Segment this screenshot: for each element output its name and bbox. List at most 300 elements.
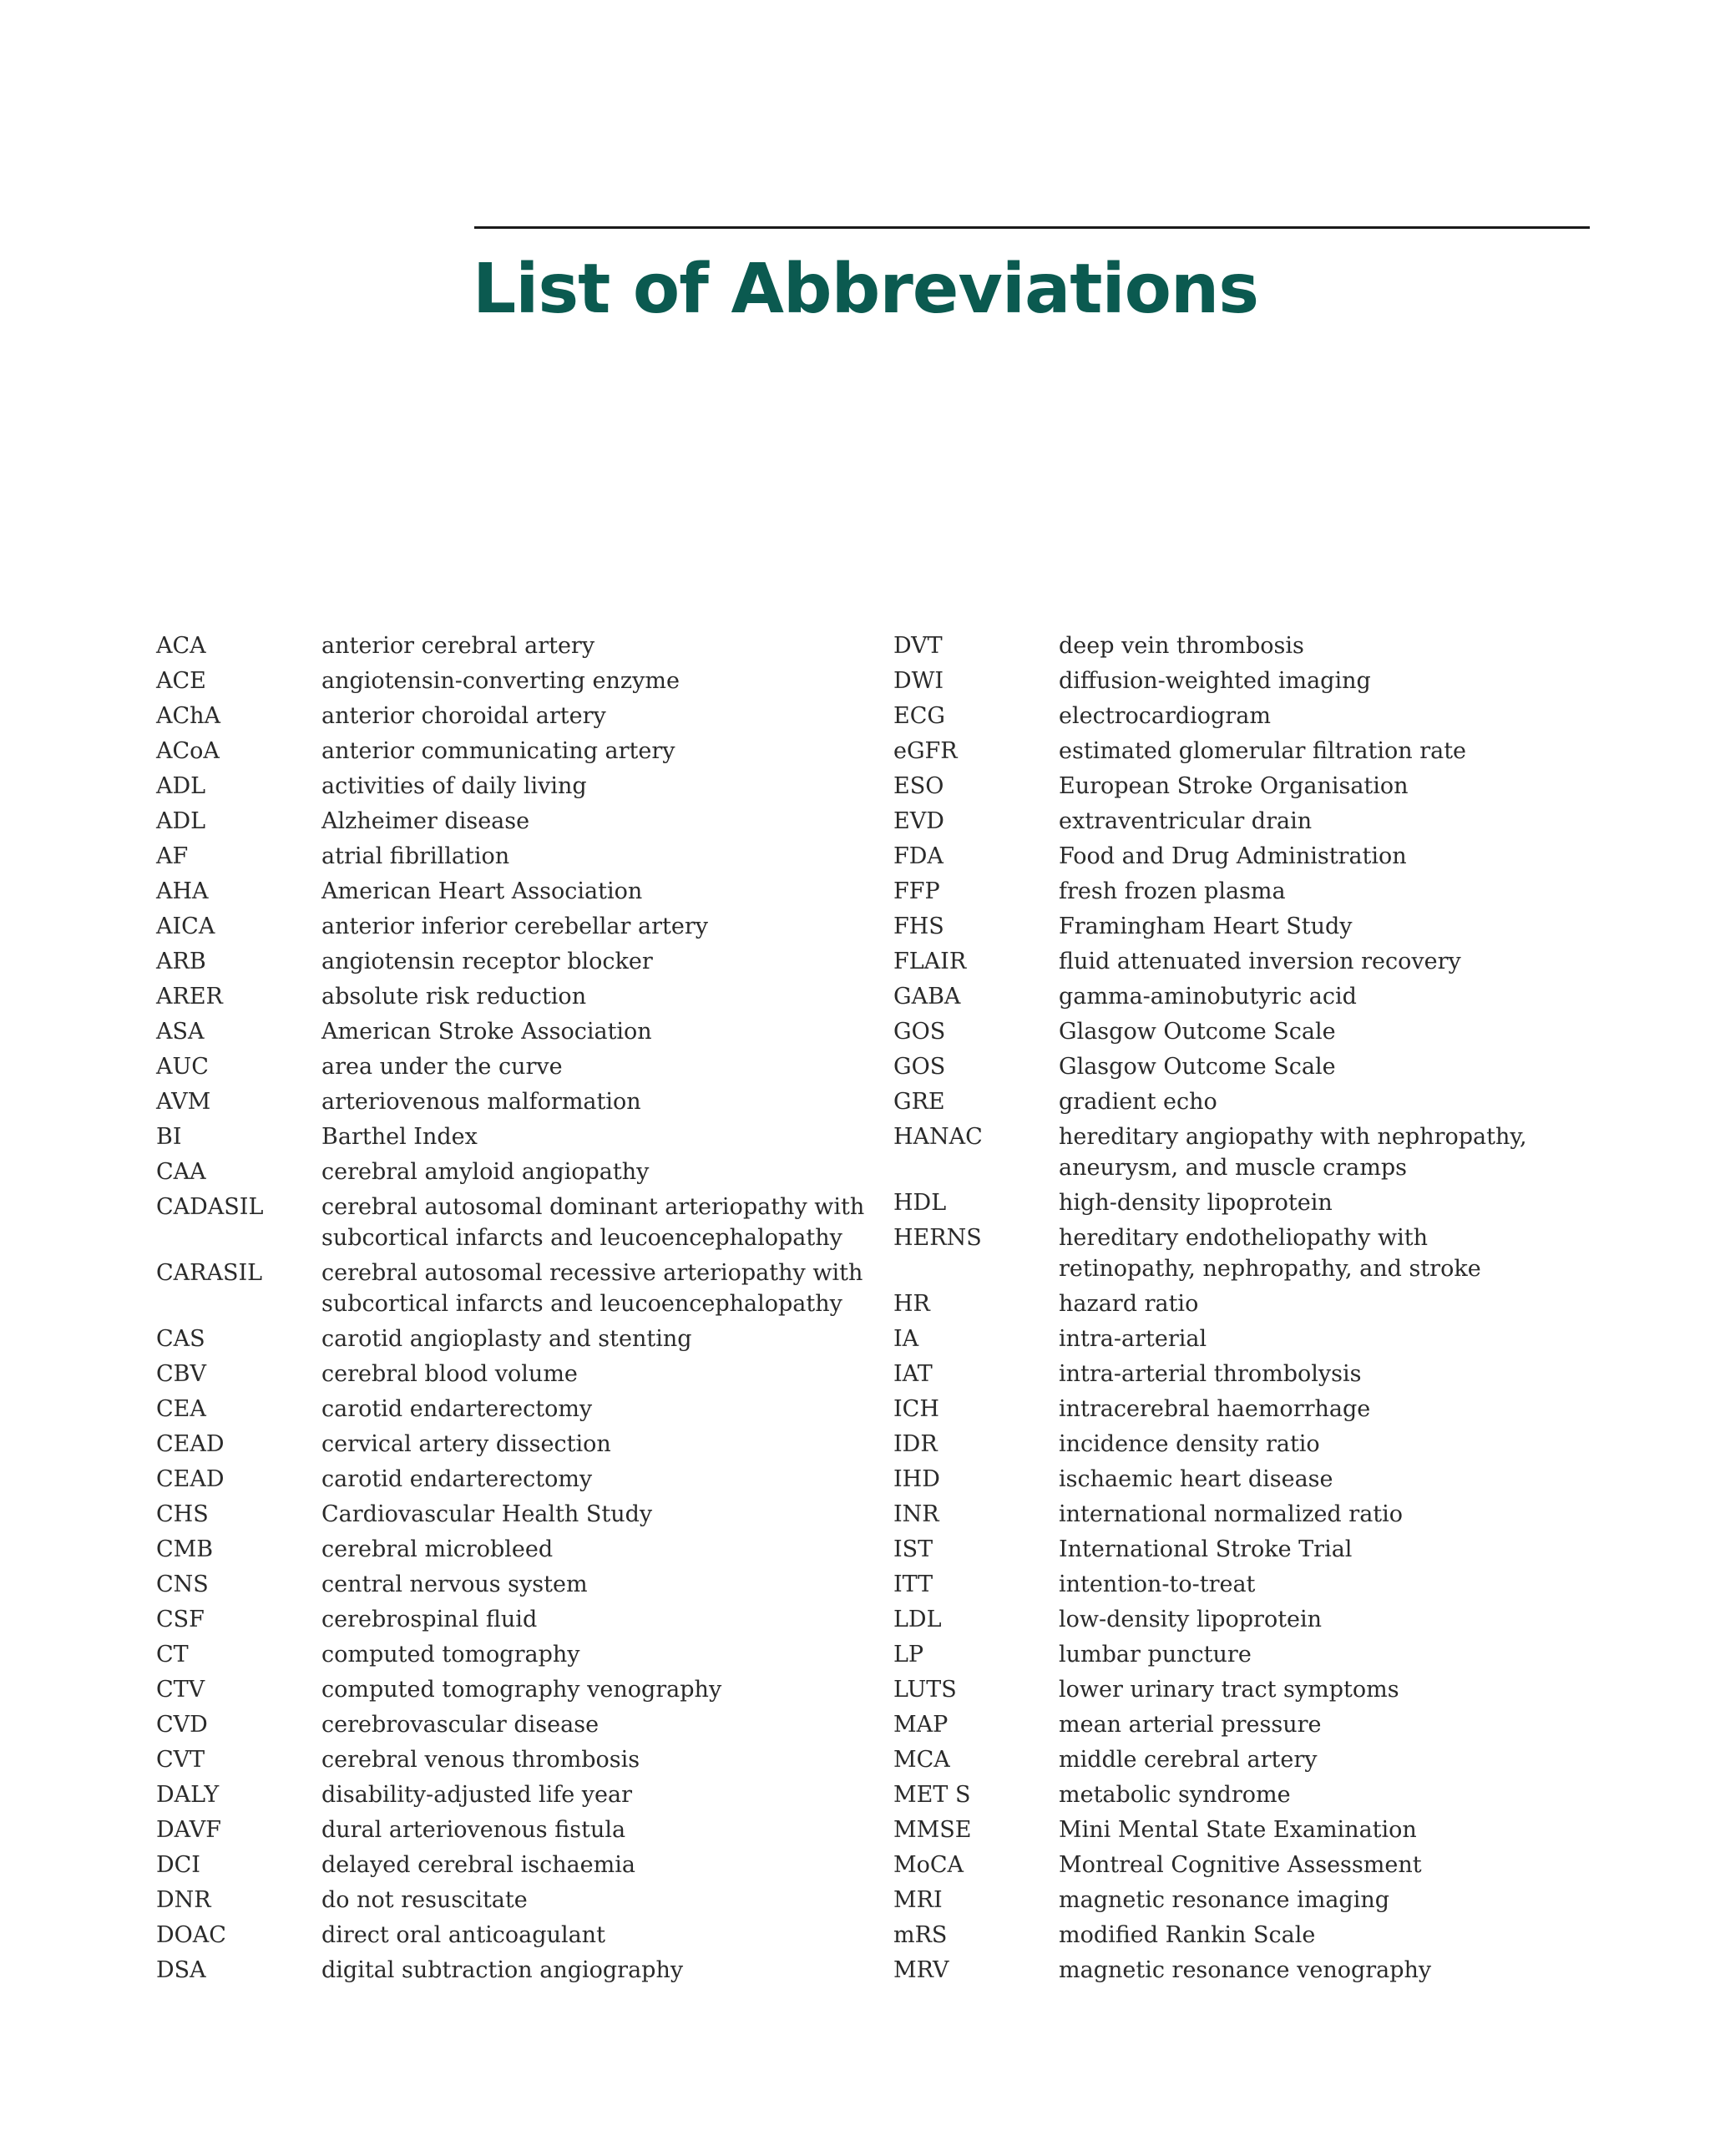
- definition-line: intracerebral haemorrhage: [1059, 1396, 1371, 1422]
- abbreviation-definition: [1059, 1499, 1593, 1530]
- abbreviation-term: FHS: [893, 914, 944, 939]
- abbreviation-term: mRS: [893, 1922, 948, 1948]
- definition-line: atrial fibrillation: [321, 843, 510, 869]
- abbreviation-definition: [321, 1394, 856, 1425]
- abbreviation-definition: [1059, 1323, 1593, 1354]
- abbreviation-definition: [321, 1814, 856, 1845]
- definition-line: aneurysm, and muscle cramps: [1059, 1155, 1408, 1181]
- abbreviation-entry: [893, 1569, 1603, 1600]
- abbreviation-entry: [156, 1016, 866, 1047]
- abbreviation-term: MRV: [893, 1957, 949, 1983]
- abbreviation-term: DOAC: [156, 1922, 226, 1948]
- abbreviation-definition: [1059, 630, 1593, 661]
- definition-line: anterior choroidal artery: [321, 703, 606, 729]
- abbreviation-column-right: [893, 630, 1603, 1990]
- abbreviation-entry: [156, 1258, 866, 1319]
- abbreviation-entry: [156, 981, 866, 1012]
- abbreviation-entry: [893, 1464, 1603, 1495]
- abbreviation-entry: [893, 1288, 1603, 1319]
- definition-line: anterior communicating artery: [321, 738, 675, 764]
- abbreviation-entry: [893, 1394, 1603, 1425]
- abbreviation-term: DVT: [893, 633, 943, 659]
- abbreviation-definition: [321, 1464, 856, 1495]
- abbreviation-entry: [893, 876, 1603, 907]
- abbreviation-definition: [321, 1885, 856, 1916]
- abbreviation-definition: [1059, 736, 1593, 767]
- abbreviation-definition: [321, 1156, 856, 1187]
- definition-line: metabolic syndrome: [1059, 1782, 1291, 1808]
- abbreviation-term: GABA: [893, 984, 961, 1010]
- abbreviation-entry: [156, 1814, 866, 1845]
- definition-line: fluid attenuated inversion recovery: [1059, 949, 1461, 974]
- abbreviation-term: DWI: [893, 668, 944, 694]
- definition-line: middle cerebral artery: [1059, 1747, 1318, 1773]
- abbreviation-entry: [156, 1885, 866, 1916]
- abbreviation-term: CARASIL: [156, 1260, 263, 1286]
- abbreviation-term: CAA: [156, 1159, 206, 1185]
- abbreviation-term: CADASIL: [156, 1194, 264, 1220]
- abbreviation-term: CNS: [156, 1571, 209, 1597]
- abbreviation-definition: [321, 1192, 865, 1253]
- abbreviation-definition: [321, 1051, 856, 1082]
- definition-line: Mini Mental State Examination: [1059, 1817, 1417, 1843]
- abbreviation-definition: [321, 1121, 856, 1152]
- abbreviation-term: ADL: [156, 773, 206, 799]
- abbreviation-definition: [1059, 1086, 1593, 1117]
- abbreviation-definition: [321, 736, 856, 767]
- abbreviation-definition: [1059, 1885, 1593, 1916]
- abbreviation-entry: [893, 1534, 1603, 1565]
- abbreviation-definition: [1059, 1121, 1593, 1183]
- abbreviation-term: AF: [156, 843, 189, 869]
- definition-line: anterior inferior cerebellar artery: [321, 914, 708, 939]
- abbreviation-entry: [156, 1534, 866, 1565]
- abbreviation-term: CAS: [156, 1326, 205, 1352]
- abbreviation-definition: [321, 1639, 856, 1670]
- abbreviation-term: HERNS: [893, 1225, 982, 1251]
- definition-line: subcortical infarcts and leucoencephalopathy: [321, 1291, 842, 1317]
- abbreviation-definition: [1059, 1674, 1593, 1705]
- definition-line: cerebrospinal fluid: [321, 1607, 538, 1632]
- abbreviation-entry: [156, 630, 866, 661]
- abbreviation-term: ARER: [156, 984, 223, 1010]
- abbreviation-definition: [321, 1604, 856, 1635]
- abbreviation-term: CMB: [156, 1536, 214, 1562]
- definition-line: lower urinary tract symptoms: [1059, 1677, 1399, 1703]
- abbreviation-definition: [1059, 1779, 1593, 1810]
- abbreviation-entry: [156, 1674, 866, 1705]
- definition-line: American Stroke Association: [321, 1019, 652, 1045]
- abbreviation-definition: [1059, 1187, 1593, 1218]
- abbreviation-term: DSA: [156, 1957, 206, 1983]
- abbreviation-definition: [1059, 806, 1593, 837]
- definition-line: central nervous system: [321, 1571, 588, 1597]
- definition-line: subcortical infarcts and leucoencephalopathy: [321, 1225, 842, 1251]
- abbreviation-definition: [321, 981, 856, 1012]
- abbreviation-entry: [156, 771, 866, 802]
- definition-line: Glasgow Outcome Scale: [1059, 1054, 1336, 1080]
- abbreviation-definition: [321, 666, 856, 696]
- abbreviation-term: ADL: [156, 808, 206, 834]
- title-rule: [474, 226, 1590, 229]
- abbreviation-definition: [1059, 1955, 1593, 1986]
- abbreviation-definition: [1059, 911, 1593, 942]
- definition-line: Montreal Cognitive Assessment: [1059, 1852, 1422, 1878]
- abbreviation-term: CSF: [156, 1607, 205, 1632]
- abbreviation-definition: [321, 1534, 856, 1565]
- abbreviation-entry: [893, 666, 1603, 696]
- abbreviation-term: CEA: [156, 1396, 206, 1422]
- definition-line: Glasgow Outcome Scale: [1059, 1019, 1336, 1045]
- definition-line: low-density lipoprotein: [1059, 1607, 1323, 1632]
- definition-line: gamma-aminobutyric acid: [1059, 984, 1357, 1010]
- abbreviation-definition: [1059, 1744, 1593, 1775]
- abbreviation-definition: [321, 701, 856, 731]
- abbreviation-definition: [321, 1086, 856, 1117]
- definition-line: intention-to-treat: [1059, 1571, 1256, 1597]
- abbreviation-definition: [321, 946, 856, 977]
- definition-line: magnetic resonance venography: [1059, 1957, 1432, 1983]
- definition-line: intra-arterial: [1059, 1326, 1207, 1352]
- abbreviation-entry: [156, 1850, 866, 1880]
- abbreviation-term: MoCA: [893, 1852, 964, 1878]
- definition-line: retinopathy, nephropathy, and stroke: [1059, 1256, 1481, 1282]
- abbreviation-term: EVD: [893, 808, 944, 834]
- abbreviation-term: DNR: [156, 1887, 211, 1913]
- abbreviation-definition: [1059, 666, 1593, 696]
- definition-line: diffusion-weighted imaging: [1059, 668, 1371, 694]
- abbreviation-definition: [321, 1359, 856, 1389]
- abbreviation-term: AVM: [156, 1089, 211, 1115]
- abbreviation-entry: [156, 1192, 866, 1253]
- definition-line: incidence density ratio: [1059, 1431, 1320, 1457]
- definition-line: carotid endarterectomy: [321, 1466, 593, 1492]
- abbreviation-entry: [893, 1604, 1603, 1635]
- abbreviation-entry: [156, 666, 866, 696]
- abbreviation-entry: [893, 1955, 1603, 1986]
- abbreviation-entry: [156, 1086, 866, 1117]
- abbreviation-term: GRE: [893, 1089, 945, 1115]
- abbreviation-definition: [1059, 1814, 1593, 1845]
- abbreviation-term: AICA: [156, 914, 215, 939]
- abbreviation-entry: [156, 806, 866, 837]
- definition-line: hazard ratio: [1059, 1291, 1199, 1317]
- definition-line: magnetic resonance imaging: [1059, 1887, 1390, 1913]
- definition-line: Cardiovascular Health Study: [321, 1501, 653, 1527]
- abbreviation-term: BI: [156, 1124, 182, 1150]
- abbreviation-entry: [156, 1569, 866, 1600]
- definition-line: Food and Drug Administration: [1059, 843, 1407, 869]
- definition-line: direct oral anticoagulant: [321, 1922, 605, 1948]
- abbreviation-term: MAP: [893, 1712, 949, 1738]
- definition-line: carotid endarterectomy: [321, 1396, 593, 1422]
- abbreviation-entry: [156, 946, 866, 977]
- definition-line: cerebral blood volume: [321, 1361, 578, 1387]
- abbreviation-entry: [156, 1920, 866, 1951]
- definition-line: disability-adjusted life year: [321, 1782, 633, 1808]
- abbreviation-term: IDR: [893, 1431, 938, 1457]
- abbreviation-term: AHA: [156, 878, 209, 904]
- definition-line: Alzheimer disease: [321, 808, 530, 834]
- abbreviation-definition: [1059, 981, 1593, 1012]
- abbreviation-entry: [156, 1429, 866, 1460]
- definition-line: deep vein thrombosis: [1059, 633, 1304, 659]
- definition-line: cerebral venous thrombosis: [321, 1747, 640, 1773]
- definition-line: mean arterial pressure: [1059, 1712, 1322, 1738]
- abbreviation-definition: [1059, 1288, 1593, 1319]
- abbreviation-term: LDL: [893, 1607, 942, 1632]
- abbreviation-term: GOS: [893, 1054, 946, 1080]
- abbreviation-entry: [893, 1429, 1603, 1460]
- abbreviation-term: CEAD: [156, 1431, 225, 1457]
- abbreviation-entry: [893, 1222, 1603, 1284]
- abbreviation-term: LP: [893, 1642, 924, 1668]
- abbreviation-definition: [321, 1955, 856, 1986]
- abbreviation-term: CBV: [156, 1361, 206, 1387]
- abbreviation-entry: [156, 876, 866, 907]
- abbreviation-entry: [156, 1604, 866, 1635]
- definition-line: fresh frozen plasma: [1059, 878, 1286, 904]
- abbreviation-definition: [321, 876, 856, 907]
- abbreviation-definition: [1059, 841, 1593, 872]
- abbreviation-definition: [1059, 1051, 1593, 1082]
- abbreviation-entry: [893, 1814, 1603, 1845]
- abbreviation-entry: [893, 1016, 1603, 1047]
- definition-line: International Stroke Trial: [1059, 1536, 1353, 1562]
- definition-line: Framingham Heart Study: [1059, 914, 1353, 939]
- definition-line: ischaemic heart disease: [1059, 1466, 1333, 1492]
- abbreviation-definition: [321, 1920, 856, 1951]
- abbreviation-entry: [893, 1639, 1603, 1670]
- abbreviation-term: IAT: [893, 1361, 933, 1387]
- abbreviation-entry: [893, 1187, 1603, 1218]
- definition-line: estimated glomerular filtration rate: [1059, 738, 1467, 764]
- definition-line: area under the curve: [321, 1054, 563, 1080]
- abbreviation-definition: [1059, 876, 1593, 907]
- abbreviation-entry: [156, 1464, 866, 1495]
- abbreviation-entry: [156, 1323, 866, 1354]
- abbreviation-term: eGFR: [893, 738, 958, 764]
- abbreviation-term: MMSE: [893, 1817, 972, 1843]
- abbreviation-term: ECG: [893, 703, 945, 729]
- abbreviation-entry: [156, 1121, 866, 1152]
- definition-line: arteriovenous malformation: [321, 1089, 641, 1115]
- abbreviation-entry: [156, 1955, 866, 1986]
- abbreviation-term: INR: [893, 1501, 939, 1527]
- abbreviation-term: CTV: [156, 1677, 205, 1703]
- abbreviation-entry: [893, 1850, 1603, 1880]
- definition-line: electrocardiogram: [1059, 703, 1271, 729]
- abbreviation-definition: [1059, 1639, 1593, 1670]
- abbreviation-term: CVT: [156, 1747, 205, 1773]
- abbreviation-entry: [156, 911, 866, 942]
- definition-line: American Heart Association: [321, 878, 643, 904]
- abbreviation-entry: [893, 701, 1603, 731]
- definition-line: activities of daily living: [321, 773, 587, 799]
- abbreviation-definition: [321, 1323, 856, 1354]
- abbreviation-term: DCI: [156, 1852, 200, 1878]
- abbreviation-definition: [321, 1674, 856, 1705]
- abbreviation-entry: [156, 841, 866, 872]
- abbreviation-term: ICH: [893, 1396, 939, 1422]
- definition-line: cerebral amyloid angiopathy: [321, 1159, 650, 1185]
- abbreviation-entry: [893, 1709, 1603, 1740]
- abbreviation-definition: [321, 806, 856, 837]
- abbreviation-definition: [1059, 1016, 1593, 1047]
- definition-line: computed tomography venography: [321, 1677, 722, 1703]
- abbreviation-entry: [893, 981, 1603, 1012]
- abbreviation-entry: [156, 701, 866, 731]
- abbreviation-term: HR: [893, 1291, 930, 1317]
- abbreviation-definition: [321, 1258, 863, 1319]
- abbreviation-term: MRI: [893, 1887, 943, 1913]
- definition-line: angiotensin receptor blocker: [321, 949, 653, 974]
- abbreviation-term: CHS: [156, 1501, 209, 1527]
- abbreviation-term: AUC: [156, 1054, 209, 1080]
- definition-line: hereditary angiopathy with nephropathy,: [1059, 1124, 1527, 1150]
- definition-line: hereditary endotheliopathy with: [1059, 1225, 1428, 1251]
- definition-line: dural arteriovenous fistula: [321, 1817, 626, 1843]
- abbreviation-term: AChA: [156, 703, 221, 729]
- abbreviation-definition: [1059, 1394, 1593, 1425]
- abbreviation-definition: [1059, 1920, 1593, 1951]
- abbreviation-definition: [321, 1779, 856, 1810]
- definition-line: angiotensin-converting enzyme: [321, 668, 680, 694]
- abbreviation-term: ESO: [893, 773, 944, 799]
- abbreviation-entry: [156, 1779, 866, 1810]
- abbreviation-entry: [156, 1499, 866, 1530]
- abbreviation-entry: [893, 1779, 1603, 1810]
- abbreviation-definition: [1059, 946, 1593, 977]
- abbreviation-entry: [893, 1121, 1603, 1183]
- abbreviation-entry: [893, 1499, 1603, 1530]
- abbreviation-entry: [156, 1051, 866, 1082]
- abbreviation-definition: [1059, 1464, 1593, 1495]
- abbreviation-entry: [156, 1156, 866, 1187]
- abbreviation-definition: [1059, 1359, 1593, 1389]
- definition-line: absolute risk reduction: [321, 984, 587, 1010]
- definition-line: high-density lipoprotein: [1059, 1190, 1333, 1216]
- abbreviation-entry: [893, 1920, 1603, 1951]
- abbreviation-definition: [321, 1016, 856, 1047]
- abbreviation-term: ACE: [156, 668, 206, 694]
- abbreviation-term: ACA: [156, 633, 206, 659]
- definition-line: cerebral microbleed: [321, 1536, 554, 1562]
- abbreviation-term: ITT: [893, 1571, 933, 1597]
- abbreviation-entry: [893, 806, 1603, 837]
- abbreviation-entry: [893, 771, 1603, 802]
- abbreviation-definition: [1059, 1709, 1593, 1740]
- abbreviation-definition: [1059, 771, 1593, 802]
- abbreviation-term: HANAC: [893, 1124, 983, 1150]
- abbreviation-term: DAVF: [156, 1817, 222, 1843]
- abbreviation-entry: [893, 1885, 1603, 1916]
- abbreviation-entry: [893, 911, 1603, 942]
- definition-line: cerebral autosomal dominant arteriopathy with: [321, 1194, 865, 1220]
- page-title: List of Abbreviations: [473, 250, 1259, 329]
- abbreviation-term: CVD: [156, 1712, 208, 1738]
- abbreviation-entry: [893, 1051, 1603, 1082]
- abbreviation-definition: [321, 1499, 856, 1530]
- abbreviation-term: MCA: [893, 1747, 950, 1773]
- abbreviation-entry: [893, 1674, 1603, 1705]
- definition-line: anterior cerebral artery: [321, 633, 595, 659]
- abbreviation-definition: [321, 911, 856, 942]
- abbreviation-definition: [321, 1569, 856, 1600]
- abbreviation-definition: [1059, 1429, 1593, 1460]
- definition-line: modified Rankin Scale: [1059, 1922, 1316, 1948]
- abbreviation-entry: [156, 1359, 866, 1389]
- abbreviation-definition: [321, 1850, 856, 1880]
- abbreviation-entry: [893, 946, 1603, 977]
- abbreviation-entry: [156, 736, 866, 767]
- abbreviation-definition: [1059, 1569, 1593, 1600]
- definition-line: computed tomography: [321, 1642, 580, 1668]
- abbreviation-term: ASA: [156, 1019, 205, 1045]
- definition-line: extraventricular drain: [1059, 808, 1313, 834]
- abbreviation-term: MET S: [893, 1782, 971, 1808]
- abbreviation-definition: [1059, 1850, 1593, 1880]
- abbreviation-entry: [156, 1709, 866, 1740]
- abbreviation-definition: [321, 1709, 856, 1740]
- abbreviation-definition: [321, 630, 856, 661]
- definition-line: intra-arterial thrombolysis: [1059, 1361, 1362, 1387]
- definition-line: cerebral autosomal recessive arteriopathy with: [321, 1260, 863, 1286]
- abbreviation-definition: [321, 1744, 856, 1775]
- abbreviation-definition: [321, 771, 856, 802]
- abbreviation-entry: [156, 1639, 866, 1670]
- definition-line: cervical artery dissection: [321, 1431, 611, 1457]
- definition-line: Barthel Index: [321, 1124, 478, 1150]
- abbreviation-term: IST: [893, 1536, 933, 1562]
- abbreviation-term: CEAD: [156, 1466, 225, 1492]
- abbreviation-entry: [156, 1394, 866, 1425]
- abbreviation-term: HDL: [893, 1190, 947, 1216]
- abbreviation-definition: [321, 841, 856, 872]
- abbreviation-definition: [321, 1429, 856, 1460]
- abbreviation-term: IHD: [893, 1466, 940, 1492]
- definition-line: cerebrovascular disease: [321, 1712, 600, 1738]
- abbreviation-entry: [156, 1744, 866, 1775]
- abbreviation-term: FFP: [893, 878, 940, 904]
- definition-line: lumbar puncture: [1059, 1642, 1252, 1668]
- abbreviation-definition: [1059, 1222, 1593, 1284]
- abbreviation-entry: [893, 1323, 1603, 1354]
- abbreviation-entry: [893, 1744, 1603, 1775]
- definition-line: do not resuscitate: [321, 1887, 528, 1913]
- abbreviation-definition: [1059, 1604, 1593, 1635]
- abbreviation-entry: [893, 841, 1603, 872]
- abbreviation-term: ACoA: [156, 738, 220, 764]
- abbreviation-entry: [893, 1359, 1603, 1389]
- definition-line: carotid angioplasty and stenting: [321, 1326, 692, 1352]
- abbreviation-entry: [893, 736, 1603, 767]
- definition-line: digital subtraction angiography: [321, 1957, 684, 1983]
- definition-line: international normalized ratio: [1059, 1501, 1404, 1527]
- definition-line: delayed cerebral ischaemia: [321, 1852, 635, 1878]
- abbreviation-term: ARB: [156, 949, 206, 974]
- abbreviation-column-left: [156, 630, 866, 1990]
- abbreviation-term: CT: [156, 1642, 189, 1668]
- abbreviation-term: FDA: [893, 843, 944, 869]
- definition-line: European Stroke Organisation: [1059, 773, 1409, 799]
- abbreviation-entry: [893, 630, 1603, 661]
- definition-line: gradient echo: [1059, 1089, 1217, 1115]
- abbreviation-term: GOS: [893, 1019, 946, 1045]
- abbreviation-term: FLAIR: [893, 949, 967, 974]
- abbreviation-term: DALY: [156, 1782, 220, 1808]
- abbreviation-term: IA: [893, 1326, 919, 1352]
